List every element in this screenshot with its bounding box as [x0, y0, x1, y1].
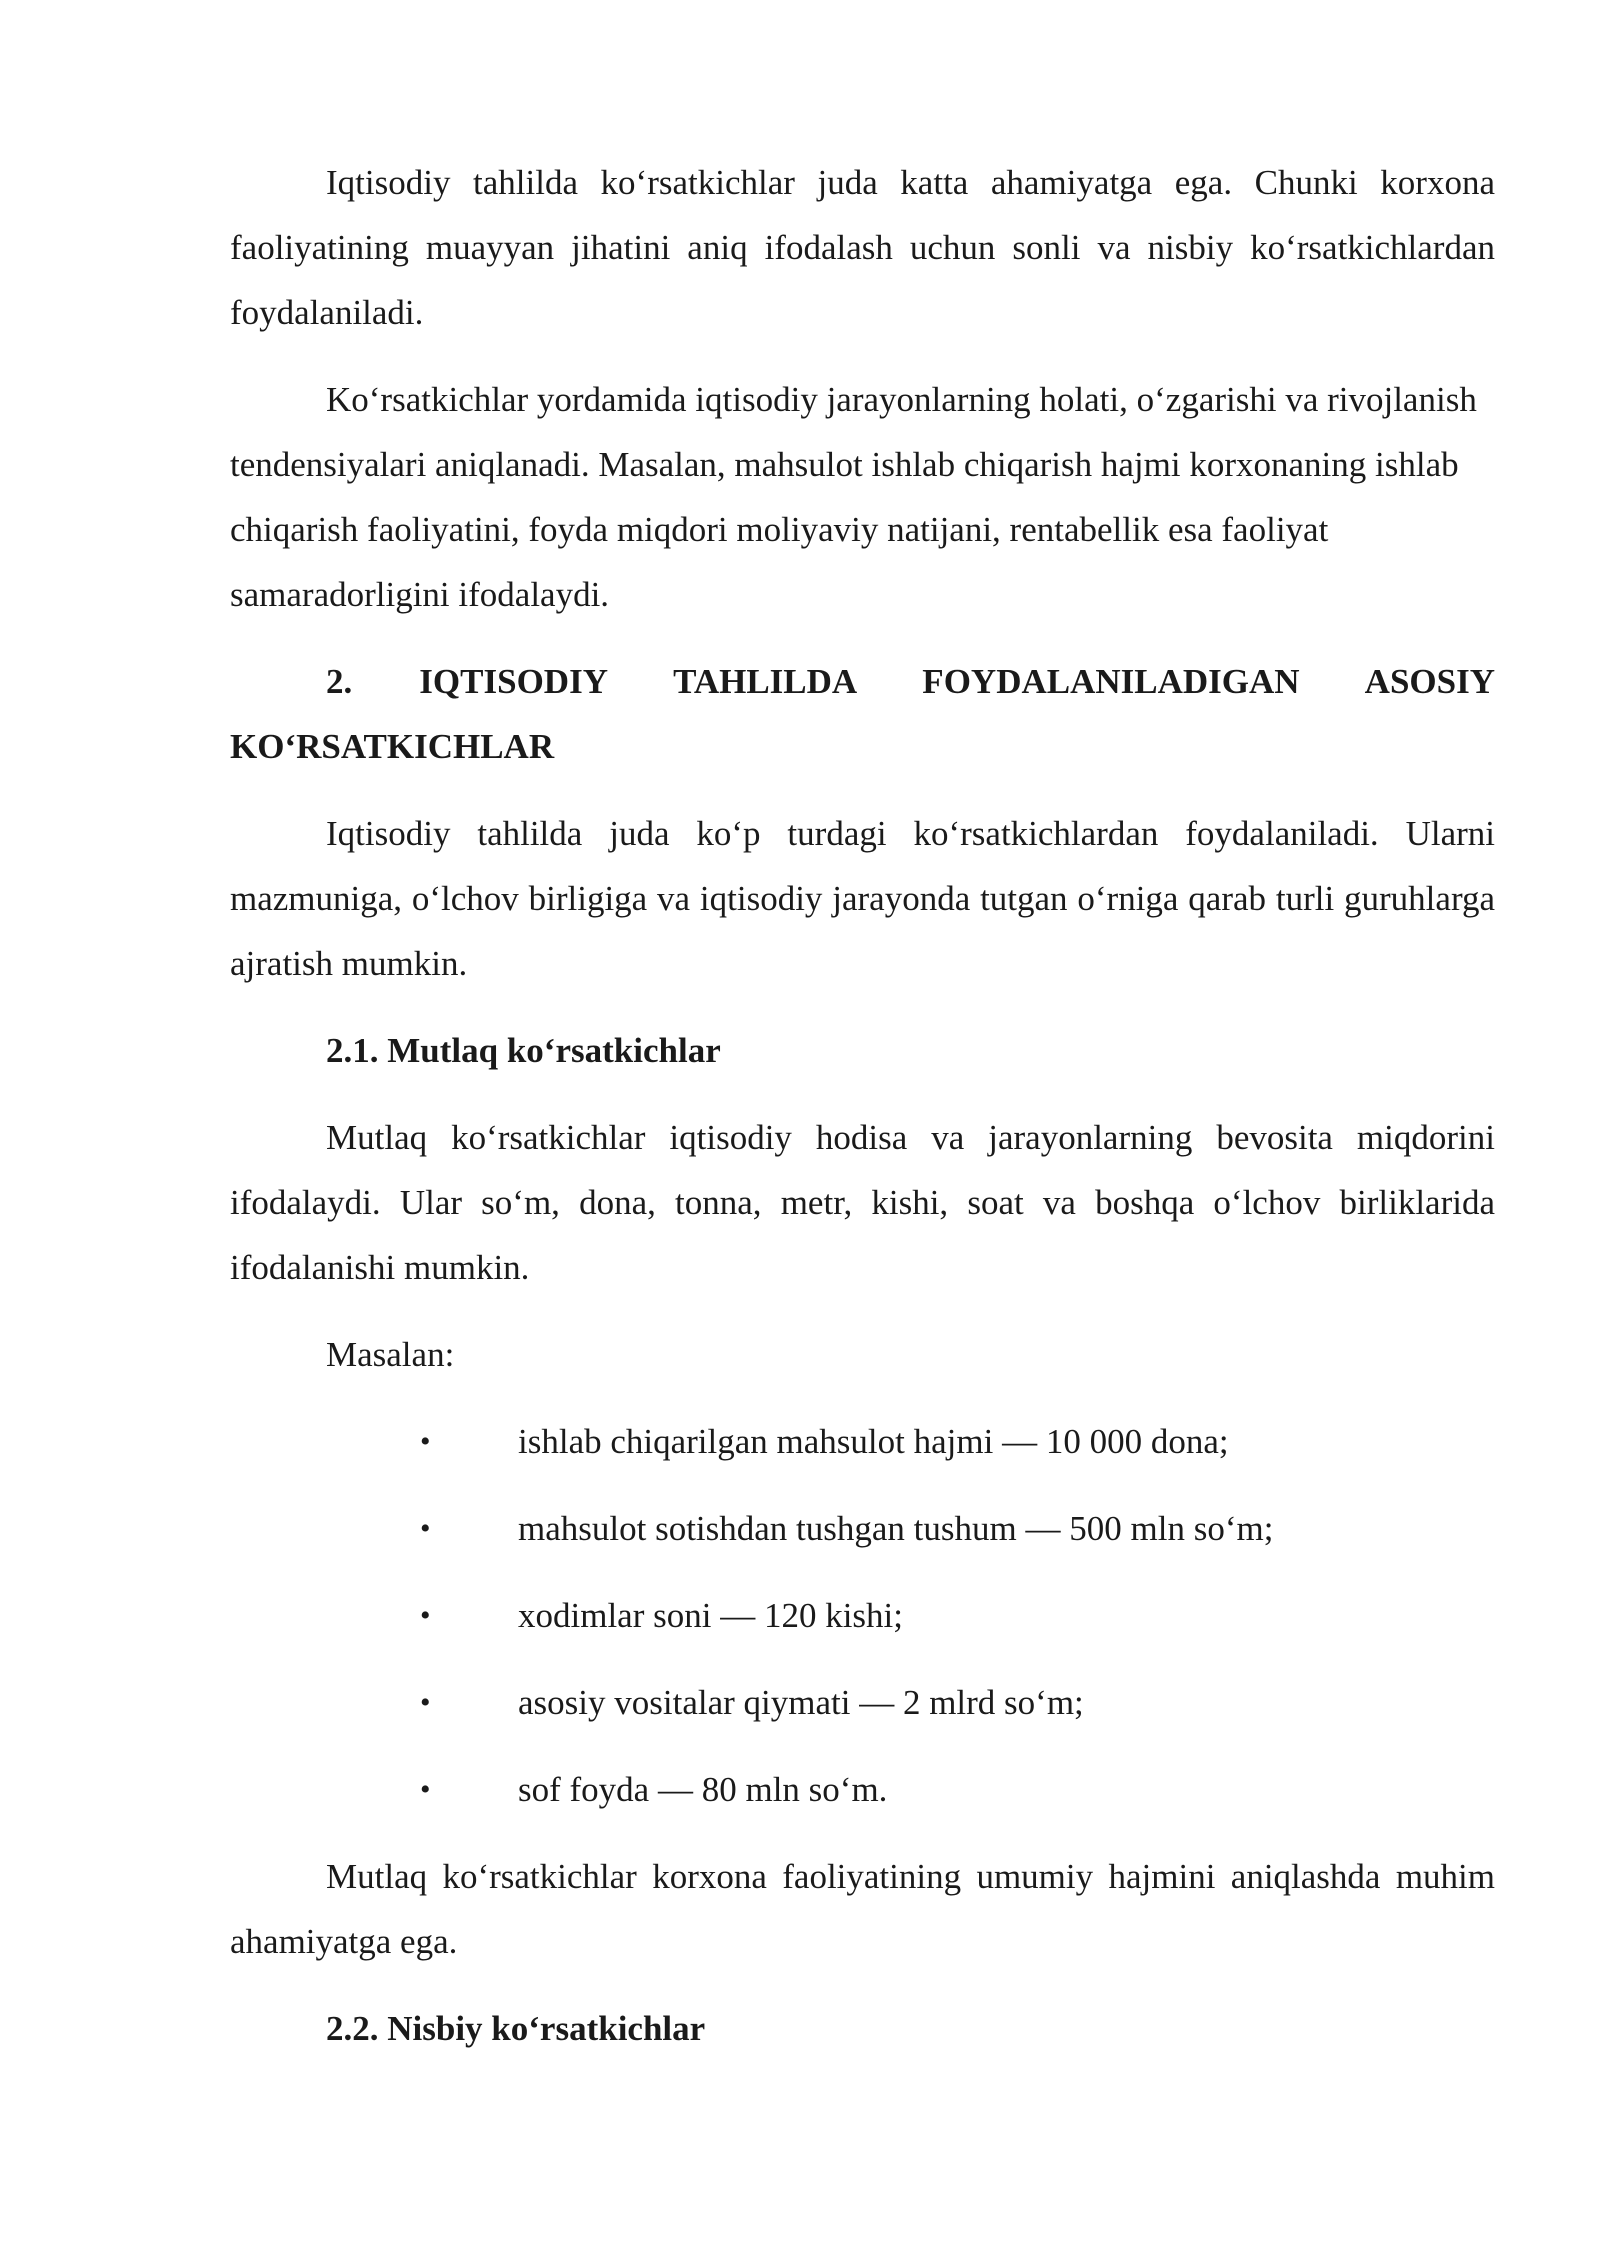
subsection-heading-2-2: 2.2. Nisbiy koʻrsatkichlar [326, 2009, 706, 2048]
bullet-icon: • [420, 1773, 431, 1806]
list-item-text: xodimlar soni — 120 kishi; [518, 1596, 903, 1635]
bullet-icon: • [420, 1686, 431, 1719]
bullet-icon: • [420, 1425, 431, 1458]
examples-list [230, 1409, 1495, 1822]
section-heading-2: 2. IQTISODIY TAHLILDA FOYDALANILADIGAN ASOSIY KOʻRSATKICHLAR [230, 662, 1495, 766]
list-item [230, 1496, 1495, 1561]
bullet-icon: • [420, 1599, 431, 1632]
document-page [230, 150, 1495, 2083]
list-item [230, 1409, 1495, 1474]
list-item-text: asosiy vositalar qiymati — 2 mlrd soʻm; [518, 1683, 1084, 1722]
paragraph-indicators-usage: Koʻrsatkichlar yordamida iqtisodiy jarayonlarning holati, oʻzgarishi va rivojlanish tendensiyalari aniqlanadi. Masalan, mahsulot ishlab chiqarish hajmi korxonaning ishlab chiqarish faoliyatini, foyda miqdori moliyaviy natijani, rentabellik esa faoliyat samaradorligini ifodalaydi. [230, 380, 1477, 614]
paragraph-example-intro: Masalan: [326, 1335, 455, 1374]
list-item-text: ishlab chiqarilgan mahsulot hajmi — 10 000 dona; [518, 1422, 1229, 1461]
subsection-heading-2-1: 2.1. Mutlaq koʻrsatkichlar [326, 1031, 721, 1070]
paragraph-indicator-types: Iqtisodiy tahlilda juda koʻp turdagi koʻrsatkichlardan foydalaniladi. Ularni mazmuniga, oʻlchov birligiga va iqtisodiy jarayonda tutgan oʻrniga qarab turli guruhlarga ajratish mumkin. [230, 814, 1495, 983]
paragraph-absolute-indicators: Mutlaq koʻrsatkichlar iqtisodiy hodisa va jarayonlarning bevosita miqdorini ifodalaydi. Ular soʻm, dona, tonna, metr, kishi, soat va boshqa oʻlchov birliklarida ifodalanishi mumkin. [230, 1118, 1495, 1287]
list-item-text: mahsulot sotishdan tushgan tushum — 500 mln soʻm; [518, 1509, 1274, 1548]
paragraph-indicators-importance: Iqtisodiy tahlilda koʻrsatkichlar juda katta ahamiyatga ega. Chunki korxona faoliyatining muayyan jihatini aniq ifodalash uchun sonli va nisbiy koʻrsatkichlardan foydalaniladi. [230, 163, 1495, 332]
list-item-text: sof foyda — 80 mln soʻm. [518, 1770, 888, 1809]
list-item [230, 1670, 1495, 1735]
bullet-icon: • [420, 1512, 431, 1545]
list-item [230, 1757, 1495, 1822]
paragraph-absolute-importance: Mutlaq koʻrsatkichlar korxona faoliyatining umumiy hajmini aniqlashda muhim ahamiyatga ega. [230, 1857, 1495, 1961]
list-item [230, 1583, 1495, 1648]
